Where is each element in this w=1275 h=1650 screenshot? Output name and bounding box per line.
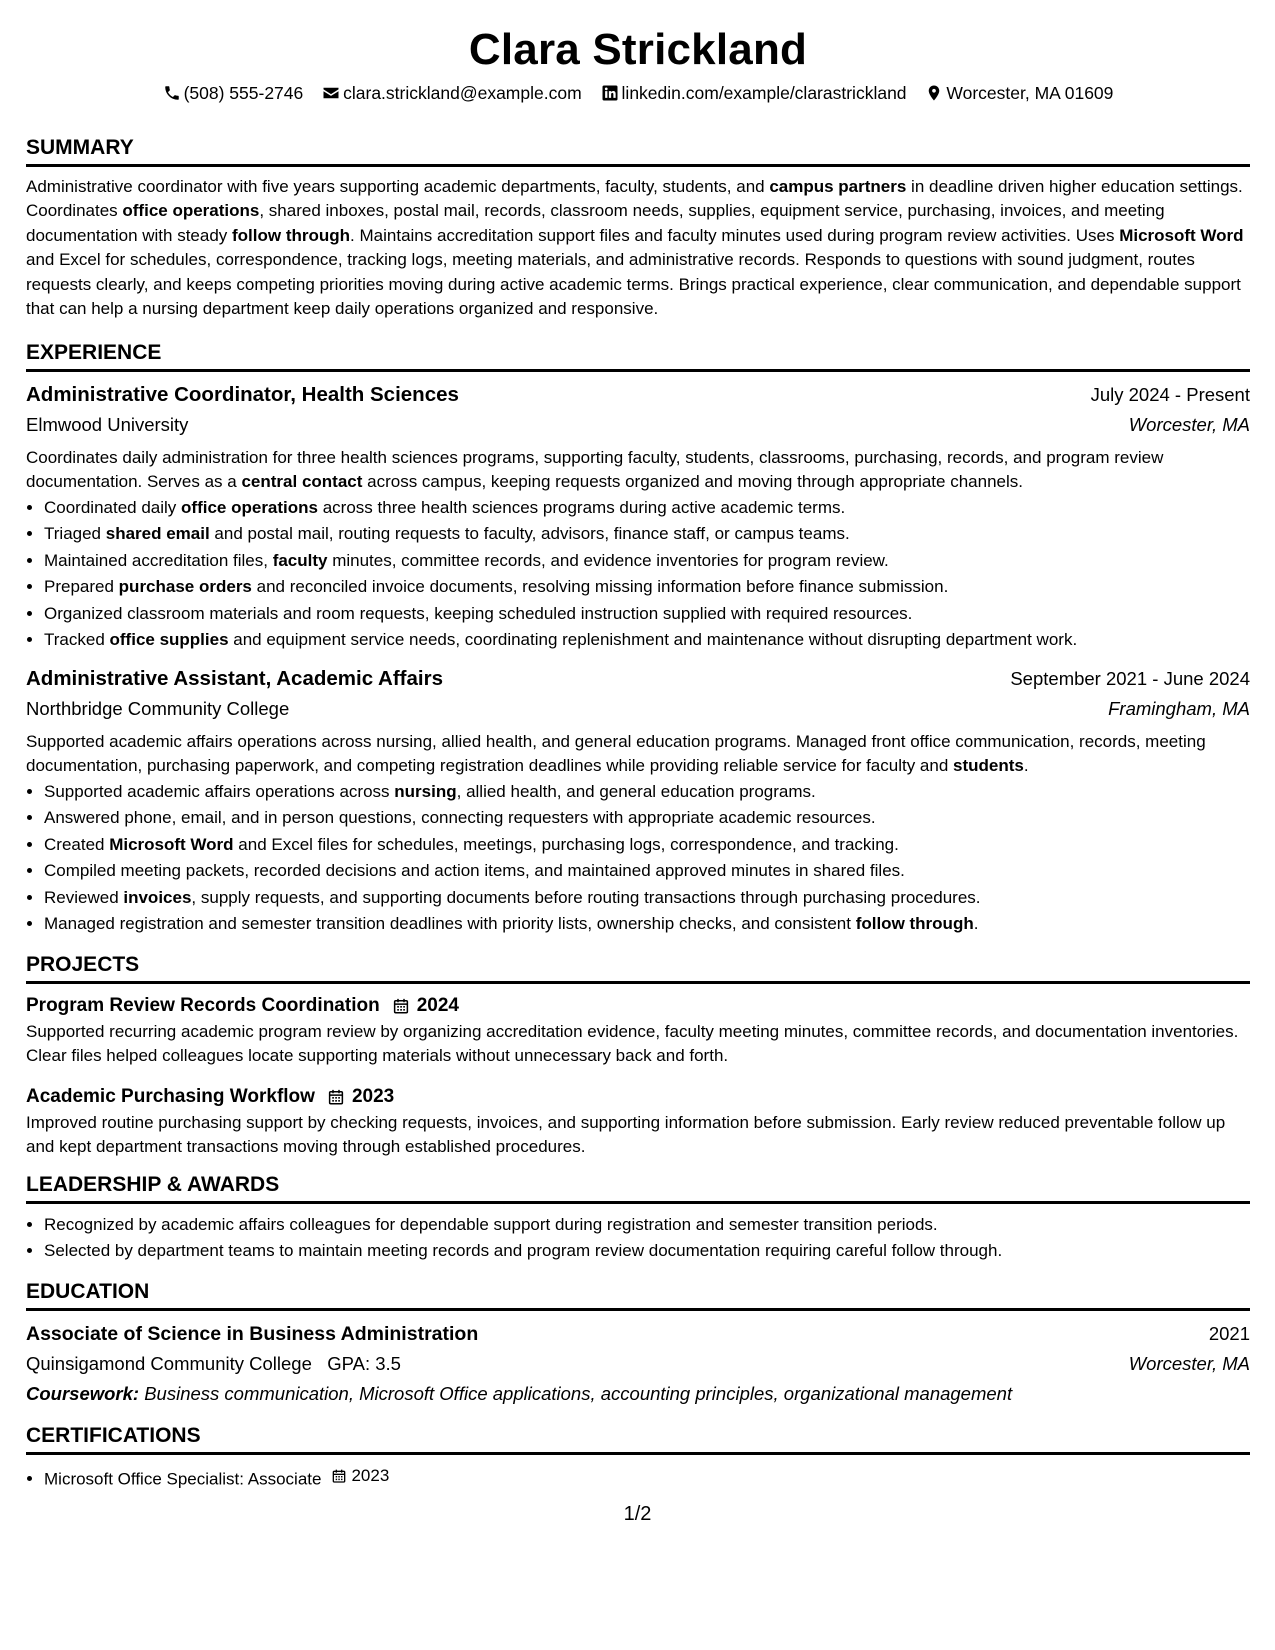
project-description: Supported recurring academic program review by organizing accreditation evidence, faculty meeting minutes, committee records, and documentation inventories. Clear files helped colleagues locate supporting materials without unnecessary back and forth. xyxy=(26,1021,1239,1066)
job-entry xyxy=(26,664,1250,938)
job-location: Framingham, MA xyxy=(1108,697,1250,719)
text-run: Supported academic affairs operations across xyxy=(44,781,395,801)
calendar-icon xyxy=(392,997,410,1015)
education-details xyxy=(26,1349,1250,1379)
job-location: Worcester, MA xyxy=(1128,413,1250,435)
bold-keyword: shared email xyxy=(105,524,210,544)
job-header xyxy=(26,664,1250,694)
leadership-list xyxy=(26,1212,1250,1265)
certification-item xyxy=(44,1463,1250,1493)
education-location: Worcester, MA xyxy=(1128,1352,1250,1374)
text-run: and Excel for schedules, correspondence, tracking logs, meeting materials, and administrative records. Responds to questions with sound judgment, routes requests clearly, and keeps competing priorities moving during active academic terms. Brings practical experience, clear communication, and dependable support that can help a nursing department keep daily operations organized and responsive. xyxy=(26,250,1241,319)
text-run: across three health sciences programs during active academic terms. xyxy=(318,497,846,517)
bold-keyword: Microsoft Word xyxy=(1119,225,1244,245)
bullet-item xyxy=(44,495,1250,522)
project-year: 2023 xyxy=(351,1085,395,1107)
project-entry xyxy=(26,1083,1250,1160)
contact-linkedin xyxy=(601,81,907,106)
certification-year: 2023 xyxy=(351,1465,390,1485)
bold-keyword: faculty xyxy=(272,550,328,570)
text-run: . Maintains accreditation support files and faculty minutes used during program review activities. Uses xyxy=(350,225,1120,245)
certification-date xyxy=(331,1463,389,1490)
page-number: 1/2 xyxy=(623,1503,652,1525)
project-header xyxy=(26,1083,1250,1111)
job-subheader xyxy=(26,694,1250,724)
calendar-icon xyxy=(331,1468,347,1484)
linkedin-icon xyxy=(601,84,619,102)
text-run: . xyxy=(973,914,979,934)
bullet-item xyxy=(44,805,1250,832)
bold-keyword: office operations xyxy=(181,497,318,517)
email-text: clara.strickland@example.com xyxy=(343,83,582,103)
job-role: Administrative Assistant, Academic Affairs xyxy=(26,666,443,690)
location-text: Worcester, MA 01609 xyxy=(946,83,1114,103)
text-run: Answered phone, email, and in person questions, connecting requesters with appropriate academic resources. xyxy=(44,808,876,828)
bold-keyword: central contact xyxy=(241,472,363,492)
linkedin-text: linkedin.com/example/clarastrickland xyxy=(621,83,907,103)
bold-keyword: follow through xyxy=(232,225,351,245)
text-run: Triaged xyxy=(44,524,106,544)
award-item: • Selected by department teams to maintain meeting records and program review documentation requiring careful follow through. xyxy=(44,1238,1250,1265)
gpa: GPA: 3.5 xyxy=(327,1352,401,1374)
text-run: and equipment service needs, coordinating replenishment and maintenance without disrupting department work. xyxy=(228,630,1078,650)
project-date xyxy=(392,992,459,1020)
text-run: Administrative coordinator with five years supporting academic departments, faculty, students, and xyxy=(26,176,770,196)
projects-section xyxy=(26,952,1250,1160)
job-dates: July 2024 - Present xyxy=(1090,383,1250,405)
phone-icon xyxy=(163,84,181,102)
bold-keyword: Microsoft Word xyxy=(109,834,234,854)
bullet-item xyxy=(44,521,1250,548)
project-title: Program Review Records Coordination xyxy=(26,994,380,1016)
job-organization: Northbridge Community College xyxy=(26,697,290,719)
section-title: LEADERSHIP & AWARDS xyxy=(26,1172,1250,1204)
project-title: Academic Purchasing Workflow xyxy=(26,1085,315,1107)
text-run: Managed registration and semester transition deadlines with priority lists, ownership checks, and consistent xyxy=(44,914,856,934)
education-header xyxy=(26,1319,1250,1349)
bullet-item xyxy=(44,832,1250,859)
text-run: and Excel files for schedules, meetings, purchasing logs, correspondence, and tracking. xyxy=(233,834,899,854)
envelope-icon xyxy=(322,84,340,102)
project-description: Improved routine purchasing support by checking requests, invoices, and supporting information before submission. Early review reduced preventable follow up and kept department transactions moving through established procedures. xyxy=(26,1112,1226,1157)
section-title: SUMMARY xyxy=(26,135,1250,167)
job-entry xyxy=(26,380,1250,654)
job-bullets xyxy=(26,495,1250,654)
section-title: EXPERIENCE xyxy=(26,340,1250,372)
bold-keyword: purchase orders xyxy=(118,577,252,597)
text-run: Tracked xyxy=(44,630,110,650)
education-section xyxy=(26,1279,1250,1409)
job-role: Administrative Coordinator, Health Sciences xyxy=(26,382,459,406)
section-title: EDUCATION xyxy=(26,1279,1250,1311)
text-run: . xyxy=(1023,756,1029,776)
bullet-item xyxy=(44,858,1250,885)
text-run: in deadline driven higher education settings. Coordinates xyxy=(26,176,1243,221)
bold-keyword: office operations xyxy=(122,201,260,221)
contact-email xyxy=(322,81,582,106)
candidate-name: Clara Strickland xyxy=(468,25,808,74)
text-run: Compiled meeting packets, recorded decisions and action items, and maintained approved minutes in shared files. xyxy=(44,861,905,881)
bold-keyword: office supplies xyxy=(109,630,229,650)
certification-name: Microsoft Office Specialist: Associate xyxy=(44,1469,322,1488)
bullet-item xyxy=(44,627,1250,654)
bullet-item xyxy=(44,574,1250,601)
text-run: and reconciled invoice documents, resolving missing information before finance submission. xyxy=(251,577,949,597)
text-run: Prepared xyxy=(44,577,119,597)
job-description xyxy=(26,446,1250,495)
bold-keyword: nursing xyxy=(394,781,457,801)
text-run: , shared inboxes, postal mail, records, classroom needs, supplies, equipment service, purchasing, invoices, and meeting documentation with steady xyxy=(26,201,1165,245)
section-title: CERTIFICATIONS xyxy=(26,1423,1250,1455)
text-run: , allied health, and general education programs. xyxy=(456,781,816,801)
text-run: Supported academic affairs operations across nursing, allied health, and general education programs. Managed front office communication, records, meeting documentation, purchasing paperwork, and competing registration deadlines while providing reliable service for faculty and xyxy=(26,731,1206,776)
text-run: Created xyxy=(44,834,110,854)
section-title: PROJECTS xyxy=(26,952,1250,984)
education-year: 2021 xyxy=(1208,1322,1250,1344)
calendar-icon xyxy=(327,1088,345,1106)
award-item: • Recognized by academic affairs colleagues for dependable support during registration and semester transition periods. xyxy=(44,1212,1250,1239)
contact-location xyxy=(925,81,1113,106)
text-run: and postal mail, routing requests to faculty, advisors, finance staff, or campus teams. xyxy=(209,524,850,544)
job-header xyxy=(26,380,1250,410)
text-run: Maintained accreditation files, xyxy=(44,550,273,570)
text-run: , supply requests, and supporting documents before routing transactions through purchasing procedures. xyxy=(191,887,981,907)
text-run: Coordinated daily xyxy=(44,497,182,517)
job-description xyxy=(26,730,1250,779)
leadership-section xyxy=(26,1172,1250,1265)
bold-keyword: invoices xyxy=(123,887,192,907)
job-bullets xyxy=(26,779,1250,938)
bold-keyword: campus partners xyxy=(769,176,907,196)
contact-bar xyxy=(26,81,1250,109)
bold-keyword: follow through xyxy=(855,914,974,934)
project-date xyxy=(327,1083,394,1111)
school-line xyxy=(26,1349,401,1379)
text-run: Organized classroom materials and room requests, keeping scheduled instruction supplied with required resources. xyxy=(44,603,913,623)
summary-text xyxy=(26,175,1250,322)
bullet-item xyxy=(44,885,1250,912)
bold-keyword: students xyxy=(953,756,1024,776)
summary-section xyxy=(26,135,1250,322)
project-list xyxy=(26,992,1250,1160)
phone-text: (508) 555-2746 xyxy=(183,83,304,103)
experience-section xyxy=(26,340,1250,938)
bullet-item xyxy=(44,779,1250,806)
project-entry xyxy=(26,992,1250,1069)
coursework-label: Coursework: xyxy=(26,1382,140,1404)
job-dates: September 2021 - June 2024 xyxy=(1010,667,1250,689)
job-subheader xyxy=(26,410,1250,440)
map-pin-icon xyxy=(925,84,943,102)
resume-page xyxy=(26,0,1250,1493)
project-year: 2024 xyxy=(416,994,459,1016)
contact-phone xyxy=(163,81,304,106)
certifications-section xyxy=(26,1423,1250,1493)
coursework xyxy=(26,1379,1250,1409)
text-run: minutes, committee records, and evidence inventories for program review. xyxy=(327,550,889,570)
text-run: Coordinates daily administration for three health sciences programs, supporting faculty, students, classrooms, purchasing, records, and program review documentation. Serves as a xyxy=(26,447,1164,492)
text-run: Reviewed xyxy=(44,887,124,907)
certification-list xyxy=(26,1463,1250,1493)
bullet-item xyxy=(44,548,1250,575)
job-organization: Elmwood University xyxy=(26,413,189,435)
bullet-item xyxy=(44,911,1250,938)
bullet-item xyxy=(44,601,1250,628)
text-run: across campus, keeping requests organized and moving through appropriate channels. xyxy=(362,472,1023,492)
school: Quinsigamond Community College xyxy=(26,1352,312,1374)
project-header xyxy=(26,992,1250,1020)
degree: Associate of Science in Business Administration xyxy=(26,1322,479,1345)
coursework-text: Business communication, Microsoft Office applications, accounting principles, organizational management xyxy=(144,1382,1013,1404)
job-list xyxy=(26,380,1250,938)
